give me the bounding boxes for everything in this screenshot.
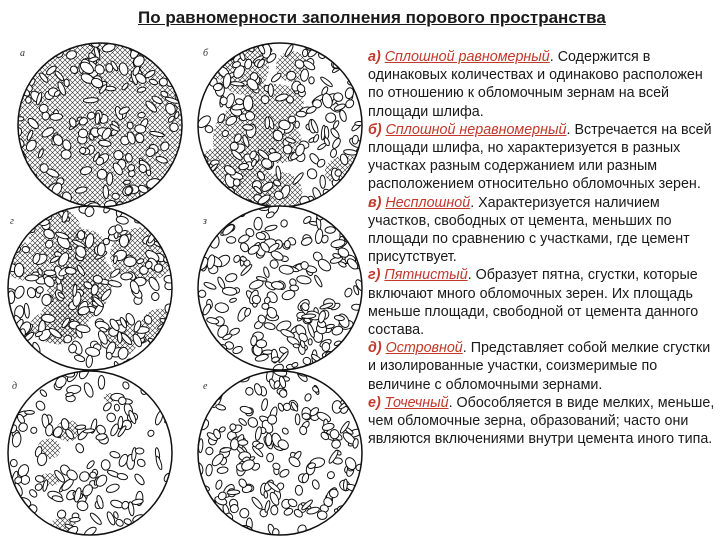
thin-section-a bbox=[15, 40, 185, 210]
thin-section-e-label: д bbox=[12, 381, 18, 392]
item-f-desc: Обособляется в виде мелких, меньше, чем обломочные зерна, образований; часто они являются включениями внутри цемента иного типа. bbox=[368, 394, 715, 448]
item-d bbox=[368, 266, 718, 339]
item-a-desc: Содержится в одинаковых количествах и одинаково расположен по отношению к обломочным зернам на всей площади шлифа. bbox=[368, 49, 703, 120]
item-f-label: е) bbox=[368, 394, 381, 411]
thin-section-b-drawing bbox=[195, 40, 365, 210]
item-d-dot: . bbox=[467, 267, 472, 284]
thin-section-f bbox=[195, 368, 365, 538]
item-f-name: Точечный bbox=[384, 394, 449, 411]
thin-section-c-label: г bbox=[10, 216, 14, 227]
item-c-label: в) bbox=[368, 194, 382, 211]
item-a-label: а) bbox=[368, 49, 381, 65]
item-c-dot: . bbox=[470, 194, 475, 211]
item-c-name: Несплошной bbox=[385, 194, 471, 211]
thin-section-e bbox=[5, 368, 175, 538]
item-a bbox=[368, 48, 718, 121]
item-a-dot: . bbox=[549, 49, 554, 65]
item-b bbox=[368, 121, 718, 194]
thin-section-e-drawing bbox=[5, 368, 175, 538]
thin-section-d-label: з bbox=[203, 216, 207, 227]
thin-section-b-label: б bbox=[203, 48, 209, 59]
item-c-desc: Характеризуется наличием участков, свободных от цемента, меньших по площади по сравнению с участками, где цемент присутствует. bbox=[368, 194, 690, 266]
thin-section-d bbox=[195, 203, 365, 373]
item-d-label: г) bbox=[368, 267, 381, 284]
item-b-desc: Встречается на всей площади шлифа, но характеризуется в разных участках разным содержанием или разным расположением относительно обломочных зерен. bbox=[368, 121, 712, 193]
item-d-desc: Образует пятна, сгустки, которые включают много обломочных зерен. Их площадь меньше площади, свободной от цемента данного состава. bbox=[368, 267, 699, 339]
item-e-label: д) bbox=[368, 340, 382, 357]
item-f bbox=[368, 394, 718, 449]
thin-section-figure bbox=[0, 38, 370, 538]
item-e bbox=[368, 339, 718, 394]
item-e-name: Островной bbox=[385, 340, 463, 357]
thin-section-f-label: е bbox=[203, 381, 208, 392]
item-e-dot: . bbox=[462, 340, 467, 357]
description-text bbox=[368, 48, 718, 448]
thin-section-b bbox=[195, 40, 365, 210]
item-b-dot: . bbox=[566, 121, 571, 138]
thin-section-f-drawing bbox=[195, 368, 365, 538]
item-b-name: Сплошной неравномерный bbox=[385, 121, 567, 138]
thin-section-a-drawing bbox=[15, 40, 185, 210]
item-d-name: Пятнистый bbox=[384, 267, 468, 284]
thin-section-a-label: а bbox=[20, 48, 25, 59]
item-c bbox=[368, 194, 718, 267]
item-f-dot: . bbox=[448, 394, 453, 411]
thin-section-c bbox=[5, 203, 175, 373]
thin-section-c-drawing bbox=[5, 203, 175, 373]
page-title: По равномерности заполнения порового пространства bbox=[138, 8, 606, 27]
item-a-name: Сплошной равномерный bbox=[384, 49, 550, 65]
item-e-desc: Представляет собой мелкие сгустки и изолированные участки, соизмеримые по величине с обломочными зернами. bbox=[368, 340, 711, 393]
thin-section-d-drawing bbox=[195, 203, 365, 373]
item-b-label: б) bbox=[368, 121, 382, 138]
